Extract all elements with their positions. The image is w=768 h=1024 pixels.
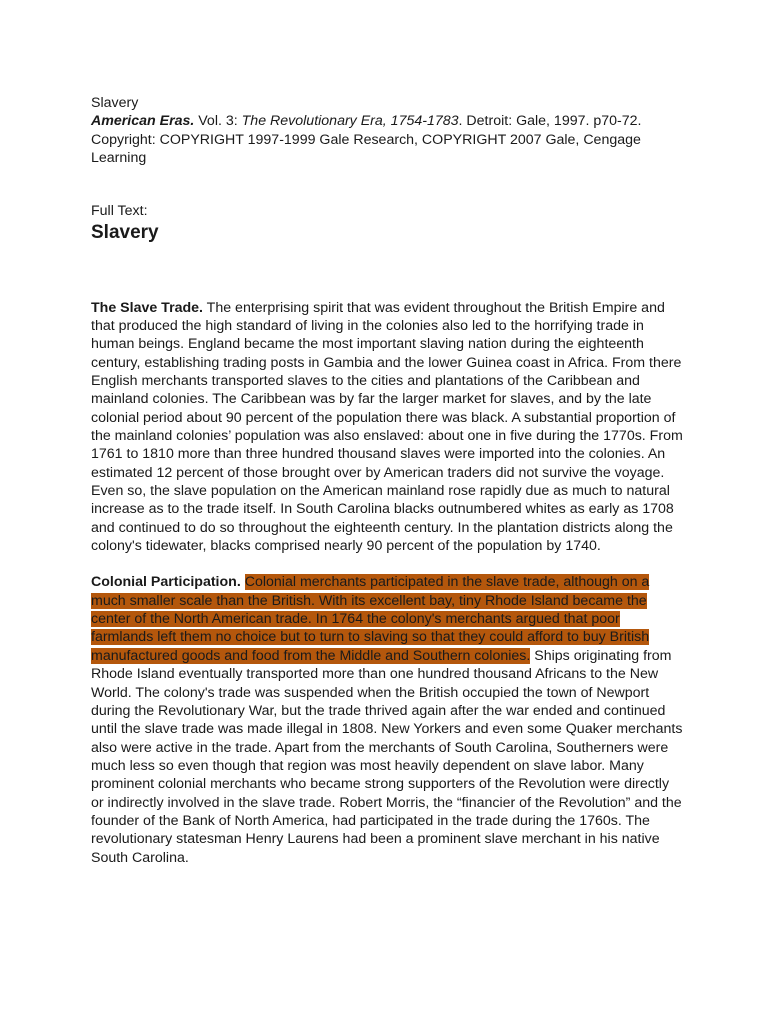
citation-volume-prefix: Vol. 3:: [194, 113, 242, 130]
citation-publisher: . Detroit: Gale, 1997. p70-72.: [458, 113, 642, 130]
section-heading: Colonial Participation.: [91, 574, 241, 591]
citation-publication: American Eras.: [91, 113, 195, 130]
section-heading: The Slave Trade.: [91, 299, 203, 316]
citation-block: [91, 94, 683, 168]
section-body: The enterprising spirit that was evident throughout the British Empire and that produced the high standard of living in the colonies also led to the horrifying trade in human beings. England became the most important slaving nation during the eighteenth century, establishing trading posts in Gambia and the lower Guinea coast in Africa. From there English merchants transported slaves to the cities and plantations of the Caribbean and mainland colonies. The Caribbean was by far the larger market for slaves, and by the late colonial period about 90 percent of the population there was black. A substantial proportion of the mainland colonies’ population was also enslaved: about one in five during the 1770s. From 1761 to 1810 more than three hundred thousand slaves were imported into the colonies. An estimated 12 percent of those brought over by American traders did not survive the voyage. Even so, the slave population on the American mainland rose rapidly due as much to natural increase as to the trade itself. In South Carolina blacks outnumbered whites as early as 1708 and continued to do so throughout the eighteenth century. In the plantation districts along the colony's tidewater, blacks comprised nearly 90 percent of the population by 1740.: [91, 299, 683, 555]
highlighted-passage[interactable]: Colonial merchants participated in the slave trade, although on a much smaller scale than the British. With its excellent bay, tiny Rhode Island became the center of the North American trade. In 1764 the colony's merchants argued that poor farmlands left them no choice but to turn to slaving so that they could afford to buy British manufactured goods and food from the Middle and Southern colonies.: [91, 574, 650, 664]
citation-copyright: Copyright: COPYRIGHT 1997-1999 Gale Research, COPYRIGHT 2007 Gale, Cengage Learning: [91, 131, 641, 167]
citation-volume-title: The Revolutionary Era, 1754-1783: [241, 113, 459, 130]
article-title: Slavery: [91, 221, 159, 243]
section-colonial-participation: [91, 573, 683, 867]
section-slave-trade: [91, 299, 683, 556]
document-page: [91, 94, 683, 867]
section-body: Ships originating from Rhode Island eventually transported more than one hundred thousand Africans to the New World. The colony's trade was suspended when the British occupied the town of Newport during the Revolutionary War, but the trade thrived again after the war ended and continued until the slave trade was made illegal in 1808. New Yorkers and even some Quaker merchants also were active in the trade. Apart from the merchants of South Carolina, Southerners were much less so even though that region was most heavily dependent on slave labor. Many prominent colonial merchants who became strong supporters of the Revolution were directly or indirectly involved in the slave trade. Robert Morris, the “financier of the Revolution” and the founder of the Bank of North America, had participated in the trade during the 1760s. The revolutionary statesman Henry Laurens had been a prominent slave merchant in his native South Carolina.: [91, 647, 683, 866]
citation-topic: Slavery: [91, 95, 139, 111]
full-text-label: Full Text:: [91, 202, 148, 219]
